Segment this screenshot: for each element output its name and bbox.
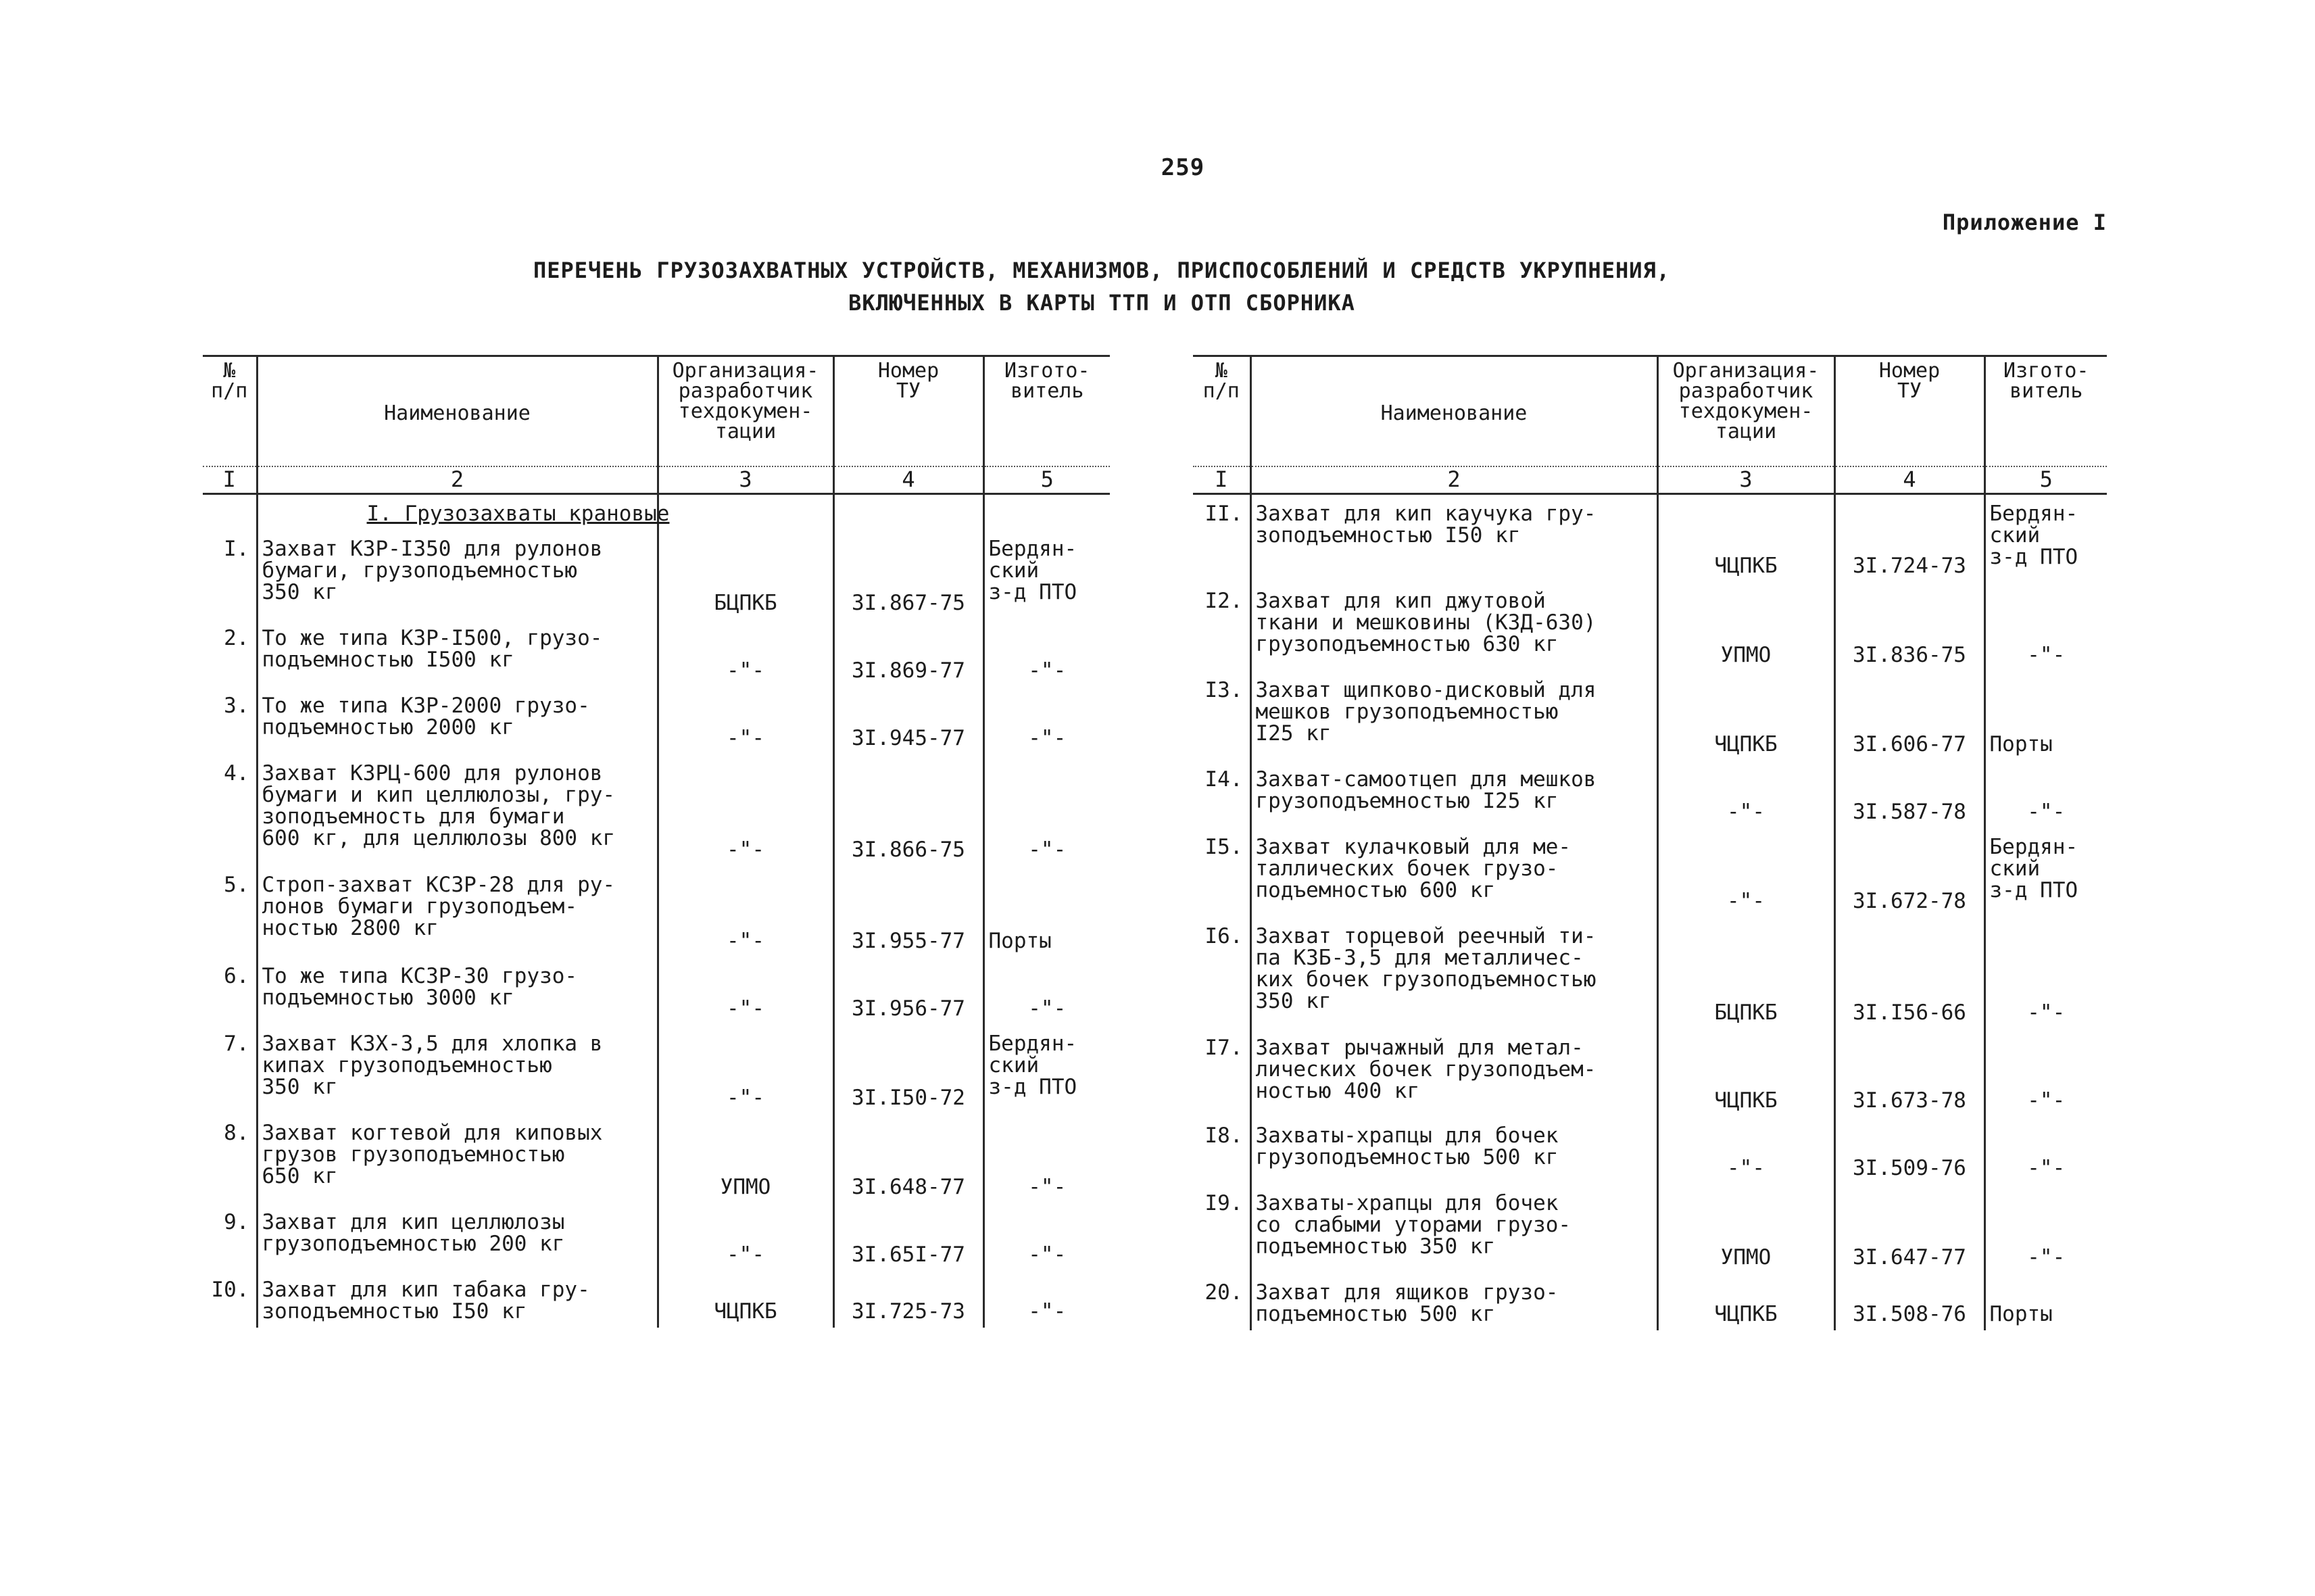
table-row [203,866,1110,957]
manufacturer: -"- [1984,1029,2107,1117]
tu-number: 3I.I50-72 [833,1025,983,1114]
tu-number: 3I.509-76 [1834,1117,1984,1184]
tu-number: 3I.606-77 [1834,671,1984,760]
developer-org: ЧЦПКБ [1657,671,1834,760]
column-number: 2 [257,466,658,494]
row-number: I2. [1193,582,1250,671]
header-name: Наименование [257,356,658,467]
column-number: 4 [1834,466,1984,494]
manufacturer: Порты [1984,671,2107,760]
developer-org: ЧЦПКБ [1657,494,1834,582]
manufacturer: -"- [983,687,1110,754]
equipment-table-left [203,355,1110,1328]
row-number: 2. [203,619,257,687]
tu-number: 3I.836-75 [1834,582,1984,671]
manufacturer: -"- [983,754,1110,866]
manufacturer: -"- [1984,917,2107,1029]
developer-org: ЧЦПКБ [1657,1274,1834,1330]
row-number: 6. [203,957,257,1025]
row-number: I3. [1193,671,1250,760]
table-row [203,1114,1110,1203]
document-title-line-1: ПЕРЕЧЕНЬ ГРУЗОЗАХВАТНЫХ УСТРОЙСТВ, МЕХАНИЗМОВ, ПРИСПОСОБЛЕНИЙ И СРЕДСТВ УКРУПНЕНИЯ, [533,258,1671,283]
item-name: Захват когтевой для киповых грузов грузоподъемностью 650 кг [257,1114,658,1203]
row-number: 9. [203,1203,257,1271]
column-number: 4 [833,466,983,494]
document-title [406,254,1798,319]
tu-number: 3I.672-78 [1834,828,1984,917]
table-header-row [1193,356,2107,467]
tu-number: 3I.587-78 [1834,760,1984,828]
table-row [203,687,1110,754]
developer-org: -"- [658,1203,833,1271]
table-row [1193,760,2107,828]
item-name: Строп-захват КСЗР-28 для ру- лонов бумаги грузоподъем- ностью 2800 кг [257,866,658,957]
tu-number: 3I.724-73 [1834,494,1984,582]
row-number: 7. [203,1025,257,1114]
tu-number: 3I.647-77 [1834,1184,1984,1274]
table-row [203,530,1110,619]
appendix-label: Приложение I [1942,210,2107,235]
tu-number: 3I.945-77 [833,687,983,754]
column-number: I [203,466,257,494]
row-number: 20. [1193,1274,1250,1330]
manufacturer: Бердян- ский з-д ПТО [983,530,1110,619]
item-name: Захват для кип каучука гру- зоподъемностью I50 кг [1250,494,1657,582]
developer-org: УПМО [658,1114,833,1203]
item-name: Захваты-храпцы для бочек со слабыми уторами грузо- подъемностью 350 кг [1250,1184,1657,1274]
tu-number: 3I.673-78 [1834,1029,1984,1117]
row-number: I6. [1193,917,1250,1029]
equipment-table-right [1193,355,2107,1330]
manufacturer: -"- [983,619,1110,687]
developer-org: УПМО [1657,1184,1834,1274]
item-name: Захват КЗХ-3,5 для хлопка в кипах грузоподъемностью 350 кг [257,1025,658,1114]
developer-org: ЧЦПКБ [1657,1029,1834,1117]
table-row [1193,1274,2107,1330]
column-numbers-row [1193,466,2107,494]
table-row [203,957,1110,1025]
tu-number: 3I.648-77 [833,1114,983,1203]
developer-org: -"- [1657,828,1834,917]
tu-number: 3I.65I-77 [833,1203,983,1271]
manufacturer: -"- [983,957,1110,1025]
row-number: I4. [1193,760,1250,828]
item-name: Захват КЗР-I350 для рулонов бумаги, грузоподъемностью 350 кг [257,530,658,619]
table-row [203,619,1110,687]
manufacturer: Порты [983,866,1110,957]
item-name: Захват кулачковый для ме- таллических бочек грузо- подъемностью 600 кг [1250,828,1657,917]
table-row [203,754,1110,866]
developer-org: -"- [658,866,833,957]
header-num: № п/п [203,356,257,467]
item-name: Захваты-храпцы для бочек грузоподъемностью 500 кг [1250,1117,1657,1184]
column-number: 5 [983,466,1110,494]
table-row [1193,1184,2107,1274]
table-row [203,1025,1110,1114]
developer-org: БЦПКБ [1657,917,1834,1029]
developer-org: -"- [658,619,833,687]
row-number: 5. [203,866,257,957]
manufacturer: -"- [983,1271,1110,1328]
header-mfr: Изгото- витель [1984,356,2107,467]
manufacturer: Бердян- ский з-д ПТО [1984,494,2107,582]
table-row [1193,917,2107,1029]
row-number: 8. [203,1114,257,1203]
developer-org: БЦПКБ [658,530,833,619]
row-number: I. [203,530,257,619]
column-number: I [1193,466,1250,494]
row-number: II. [1193,494,1250,582]
table-row [203,1203,1110,1271]
table-row [1193,1117,2107,1184]
item-name: Захват для ящиков грузо- подъемностью 500 кг [1250,1274,1657,1330]
manufacturer: -"- [983,1203,1110,1271]
manufacturer: -"- [1984,760,2107,828]
item-name: Захват КЗРЦ-600 для рулонов бумаги и кип целлюлозы, гру- зоподъемность для бумаги 600 кг, для целлюлозы 800 кг [257,754,658,866]
row-number: I5. [1193,828,1250,917]
tu-number: 3I.866-75 [833,754,983,866]
table-row [1193,1029,2107,1117]
developer-org: ЧЦПКБ [658,1271,833,1328]
header-org: Организация- разработчик техдокумен- тации [1657,356,1834,467]
table-row [1193,671,2107,760]
tu-number: 3I.867-75 [833,530,983,619]
item-name: Захват торцевой реечный ти- па КЗБ-3,5 для металличес- ких бочек грузоподъемностью 350 кг [1250,917,1657,1029]
table-row [1193,828,2107,917]
manufacturer: Порты [1984,1274,2107,1330]
column-number: 3 [658,466,833,494]
table-row [1193,582,2107,671]
column-numbers-row [203,466,1110,494]
section-row [203,494,1110,531]
page-number: 259 [1161,154,1205,181]
developer-org: -"- [658,687,833,754]
section-title: I. Грузозахваты крановые [366,502,670,526]
tu-number: 3I.869-77 [833,619,983,687]
column-number: 2 [1250,466,1657,494]
row-number: I9. [1193,1184,1250,1274]
table-row [203,1271,1110,1328]
item-name: То же типа КЗР-2000 грузо- подъемностью 2000 кг [257,687,658,754]
manufacturer: -"- [1984,582,2107,671]
document-title-line-2: ВКЛЮЧЕННЫХ В КАРТЫ ТТП И ОТП СБОРНИКА [848,290,1355,316]
manufacturer: Бердян- ский з-д ПТО [1984,828,2107,917]
item-name: То же типа КСЗР-30 грузо- подъемностью 3000 кг [257,957,658,1025]
item-name: Захват для кип табака гру- зоподъемностью I50 кг [257,1271,658,1328]
manufacturer: Бердян- ский з-д ПТО [983,1025,1110,1114]
header-mfr: Изгото- витель [983,356,1110,467]
header-name: Наименование [1250,356,1657,467]
item-name: Захват щипково-дисковый для мешков грузоподъемностью I25 кг [1250,671,1657,760]
tu-number: 3I.725-73 [833,1271,983,1328]
tu-number: 3I.508-76 [1834,1274,1984,1330]
item-name: То же типа КЗР-I500, грузо- подъемностью I500 кг [257,619,658,687]
row-number: 4. [203,754,257,866]
header-org: Организация- разработчик техдокумен- тации [658,356,833,467]
tu-number: 3I.955-77 [833,866,983,957]
developer-org: -"- [658,957,833,1025]
tu-number: 3I.956-77 [833,957,983,1025]
header-tu: Номер ТУ [1834,356,1984,467]
row-number: I0. [203,1271,257,1328]
table-row [1193,494,2107,582]
item-name: Захват-самоотцеп для мешков грузоподъемностью I25 кг [1250,760,1657,828]
manufacturer: -"- [1984,1184,2107,1274]
developer-org: -"- [1657,1117,1834,1184]
developer-org: -"- [1657,760,1834,828]
column-number: 3 [1657,466,1834,494]
manufacturer: -"- [983,1114,1110,1203]
developer-org: УПМО [1657,582,1834,671]
column-number: 5 [1984,466,2107,494]
row-number: I7. [1193,1029,1250,1117]
developer-org: -"- [658,1025,833,1114]
header-num: № п/п [1193,356,1250,467]
row-number: 3. [203,687,257,754]
item-name: Захват для кип джутовой ткани и мешковины (КЗД-630) грузоподъемностью 630 кг [1250,582,1657,671]
table-header-row [203,356,1110,467]
item-name: Захват рычажный для метал- лических бочек грузоподъем- ностью 400 кг [1250,1029,1657,1117]
row-number: I8. [1193,1117,1250,1184]
tu-number: 3I.I56-66 [1834,917,1984,1029]
item-name: Захват для кип целлюлозы грузоподъемностью 200 кг [257,1203,658,1271]
developer-org: -"- [658,754,833,866]
header-tu: Номер ТУ [833,356,983,467]
manufacturer: -"- [1984,1117,2107,1184]
